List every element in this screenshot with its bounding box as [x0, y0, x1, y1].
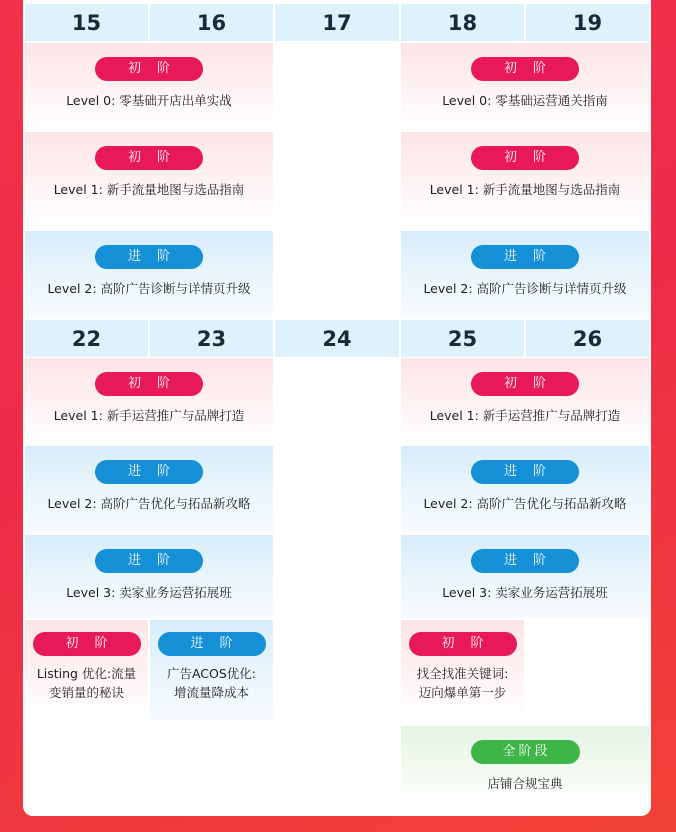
day-header: 18 — [401, 4, 524, 41]
course-title-line: 找全找准关键词: — [416, 666, 509, 681]
course-title: 店铺合规宝典 — [487, 776, 563, 791]
course-card[interactable] — [401, 231, 649, 317]
level-badge: 全阶段 — [471, 740, 580, 764]
course-title — [417, 664, 509, 702]
level-badge: 进阶 — [471, 549, 579, 573]
schedule-panel — [23, 0, 651, 816]
level-badge: 进阶 — [95, 549, 203, 573]
day-header: 16 — [150, 4, 273, 41]
course-title: Level 2: 高阶广告诊断与详情页升级 — [47, 281, 251, 296]
course-title-line: Listing 优化:流量 — [36, 666, 137, 681]
course-title: Level 2: 高阶广告优化与拓品新攻略 — [47, 496, 251, 511]
course-card[interactable] — [401, 132, 649, 227]
level-badge: 初阶 — [471, 146, 579, 170]
day-header: 15 — [25, 4, 148, 41]
course-title-line: 变销量的秘诀 — [48, 685, 124, 700]
level-badge: 初阶 — [33, 632, 141, 656]
day-header: 24 — [275, 320, 399, 357]
course-card[interactable] — [401, 358, 649, 444]
course-title: Level 1: 新手运营推广与品牌打造 — [429, 408, 621, 423]
course-card[interactable] — [25, 620, 148, 720]
course-card[interactable] — [150, 620, 273, 720]
course-title: Level 1: 新手运营推广与品牌打造 — [53, 408, 245, 423]
course-card[interactable] — [401, 43, 649, 129]
day-header: 26 — [526, 320, 649, 357]
course-title — [37, 664, 136, 702]
course-title: Level 3: 卖家业务运营拓展班 — [442, 585, 608, 600]
level-badge: 进阶 — [95, 460, 203, 484]
day-header: 25 — [401, 320, 524, 357]
day-header: 17 — [275, 4, 399, 41]
level-badge: 进阶 — [471, 245, 579, 269]
level-badge: 初阶 — [471, 57, 579, 81]
course-title: Level 0: 零基础开店出单实战 — [66, 93, 232, 108]
day-header: 22 — [25, 320, 148, 357]
course-card[interactable] — [25, 231, 273, 317]
day-header: 19 — [526, 4, 649, 41]
course-title: Level 2: 高阶广告诊断与详情页升级 — [423, 281, 627, 296]
course-title-line: 广告ACOS优化: — [166, 666, 257, 681]
course-card[interactable] — [25, 132, 273, 227]
level-badge: 进阶 — [471, 460, 579, 484]
day-header: 23 — [150, 320, 273, 357]
course-title: Level 3: 卖家业务运营拓展班 — [66, 585, 232, 600]
course-title: Level 1: 新手流量地图与选品指南 — [429, 182, 621, 197]
course-title: Level 0: 零基础运营通关指南 — [442, 93, 608, 108]
level-badge: 进阶 — [158, 632, 266, 656]
course-card[interactable] — [401, 726, 649, 806]
course-title — [167, 664, 256, 702]
course-card[interactable] — [25, 535, 273, 618]
level-badge: 初阶 — [409, 632, 517, 656]
level-badge: 初阶 — [95, 57, 203, 81]
course-card[interactable] — [401, 446, 649, 532]
course-title: Level 1: 新手流量地图与选品指南 — [53, 182, 245, 197]
course-title-line: 迈向爆单第一步 — [418, 685, 507, 700]
course-card[interactable] — [401, 620, 524, 720]
course-card[interactable] — [25, 446, 273, 532]
course-card[interactable] — [25, 43, 273, 129]
level-badge: 进阶 — [95, 245, 203, 269]
course-card[interactable] — [25, 358, 273, 444]
level-badge: 初阶 — [95, 146, 203, 170]
course-title-line: 增流量降成本 — [173, 685, 249, 700]
level-badge: 初阶 — [471, 372, 579, 396]
course-card[interactable] — [401, 535, 649, 618]
course-title: Level 2: 高阶广告优化与拓品新攻略 — [423, 496, 627, 511]
level-badge: 初阶 — [95, 372, 203, 396]
